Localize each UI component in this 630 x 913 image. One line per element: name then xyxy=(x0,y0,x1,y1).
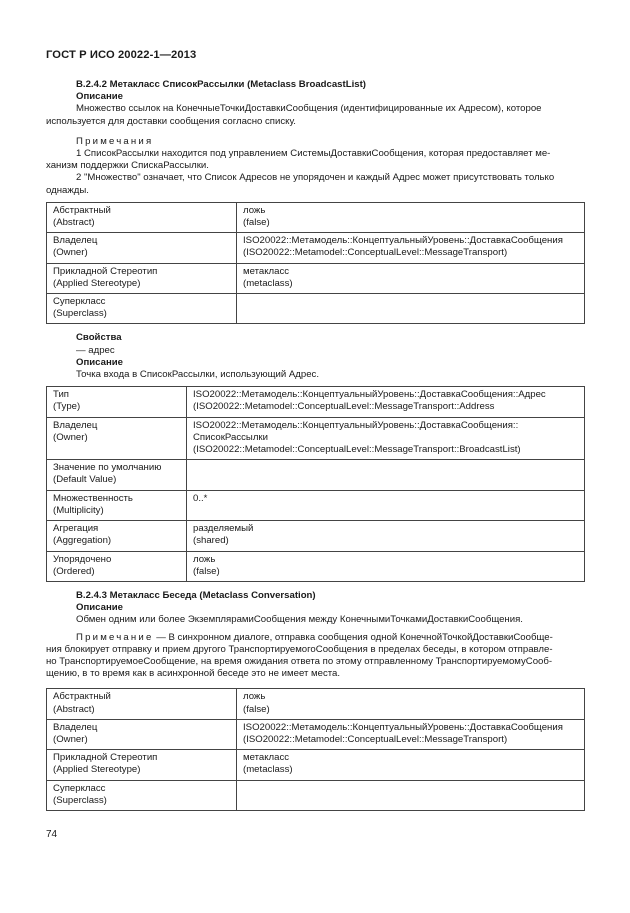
description-label: Описание xyxy=(76,91,123,103)
table-row xyxy=(47,719,585,749)
table-cell-key: Абстрактный (Abstract) xyxy=(47,689,237,719)
table-row xyxy=(47,490,585,520)
properties-label: Свойства xyxy=(76,332,122,344)
page-content xyxy=(46,79,584,811)
table-cell-value: разделяемый (shared) xyxy=(187,521,585,551)
table-row xyxy=(47,263,585,293)
note-line: ханизм поддержки СпискаРассылки. xyxy=(46,160,209,172)
metaclass-properties-table xyxy=(46,202,585,325)
document-id-header: ГОСТ Р ИСО 20022-1—2013 xyxy=(46,49,197,61)
section-heading-broadcastlist: B.2.4.2 Метакласс СписокРассылки (Metaclass BroadcastList) xyxy=(76,79,366,90)
table-cell-value: ложь (false) xyxy=(187,551,585,581)
note-line: ния блокирует отправку и прием другого ТранспортируемогоСообщения в пределах беседы, в котором отправле- xyxy=(46,643,553,655)
table-cell-key: Упорядочено (Ordered) xyxy=(47,551,187,581)
table-cell-key: Суперкласс (Superclass) xyxy=(47,294,237,324)
table-cell-key: Прикладной Стереотип (Applied Stereotype) xyxy=(47,750,237,780)
table-cell-key: Суперкласс (Superclass) xyxy=(47,780,237,810)
table-cell-value: ISO20022::Метамодель::КонцептуальныйУровень::ДоставкаСообщения (ISO20022::Metamodel::ConceptualLevel::MessageTransport) xyxy=(237,233,585,263)
note-line: — В синхронном диалоге, отправка сообщения одной КонечнойТочкойДоставкиСообще- xyxy=(153,631,553,643)
note-line: 2 "Множество" означает, что Список Адресов не упорядочен и каждый Адрес может присутствовать только xyxy=(76,172,555,184)
table-cell-key: Владелец (Owner) xyxy=(47,719,237,749)
table-row xyxy=(47,460,585,490)
property-description-text: Точка входа в СписокРассылки, использующий Адрес. xyxy=(76,369,319,381)
note-line: 1 СписокРассылки находится под управлением СистемыДоставкиСообщения, которая предоставляет ме- xyxy=(76,148,551,160)
table-cell-key: Агрегация (Aggregation) xyxy=(47,521,187,551)
table-row xyxy=(47,294,585,324)
table-cell-key: Владелец (Owner) xyxy=(47,233,237,263)
table-cell-key: Абстрактный (Abstract) xyxy=(47,202,237,232)
note-1 xyxy=(46,148,584,172)
property-item-address: — адрес xyxy=(76,344,115,356)
description-line: используется для доставки сообщения согласно списку. xyxy=(46,115,296,127)
description-line: Множество ссылок на КонечныеТочкиДоставкиСообщения (идентифицированные их Адресом), которое xyxy=(76,103,542,115)
note-line: но ТранспортируемоеСообщение, на время ожидания ответа по этому отправленному ТранспортируемомуСооб- xyxy=(46,655,553,667)
description-text xyxy=(46,103,584,127)
table-row xyxy=(47,780,585,810)
table-cell-key: Значение по умолчанию (Default Value) xyxy=(47,460,187,490)
table-cell-key: Тип (Type) xyxy=(47,387,187,417)
page-number: 74 xyxy=(46,829,58,840)
conversation-properties-table xyxy=(46,688,585,811)
notes-label: Примечания xyxy=(76,135,154,147)
table-cell-key: Прикладной Стереотип (Applied Stereotype) xyxy=(47,263,237,293)
table-row xyxy=(47,689,585,719)
table-row xyxy=(47,387,585,417)
table-cell-value: ложь (false) xyxy=(237,202,585,232)
table-cell-value: ложь (false) xyxy=(237,689,585,719)
table-cell-value: ISO20022::Метамодель::КонцептуальныйУровень::ДоставкаСообщения::Адрес (ISO20022::Metamodel::ConceptualLevel::MessageTransport::Address xyxy=(187,387,585,417)
table-row xyxy=(47,551,585,581)
table-cell-value: метакласс (metaclass) xyxy=(237,750,585,780)
address-property-table xyxy=(46,386,585,582)
table-row xyxy=(47,417,585,460)
property-description-label: Описание xyxy=(76,356,123,368)
table-row xyxy=(47,233,585,263)
table-cell-key: Владелец (Owner) xyxy=(47,417,187,460)
note-line: щению, в то время как в асинхронной беседе это не имеет места. xyxy=(46,668,341,680)
note-2 xyxy=(46,172,584,196)
description-text: Обмен одним или более ЭкземплярамиСообщения между КонечнымиТочкамиДоставкиСообщения. xyxy=(76,614,523,626)
table-cell-value xyxy=(237,294,585,324)
table-cell-value: 0..* xyxy=(187,490,585,520)
table-row xyxy=(47,202,585,232)
section-heading-conversation: B.2.4.3 Метакласс Беседа (Metaclass Conversation) xyxy=(76,589,316,601)
note-label: Примечание xyxy=(76,631,154,643)
table-cell-key: Множественность (Multiplicity) xyxy=(47,490,187,520)
table-row xyxy=(47,750,585,780)
table-cell-value xyxy=(237,780,585,810)
table-cell-value xyxy=(187,460,585,490)
description-label: Описание xyxy=(76,602,123,614)
table-cell-value: ISO20022::Метамодель::КонцептуальныйУровень::ДоставкаСообщения:: СписокРассылки (ISO20022::Metamodel::ConceptualLevel::MessageTransport::BroadcastList) xyxy=(187,417,585,460)
table-cell-value: ISO20022::Метамодель::КонцептуальныйУровень::ДоставкаСообщения (ISO20022::Metamodel::ConceptualLevel::MessageTransport) xyxy=(237,719,585,749)
note-conversation xyxy=(46,632,584,681)
note-line: однажды. xyxy=(46,184,89,196)
table-row xyxy=(47,521,585,551)
table-cell-value: метакласс (metaclass) xyxy=(237,263,585,293)
